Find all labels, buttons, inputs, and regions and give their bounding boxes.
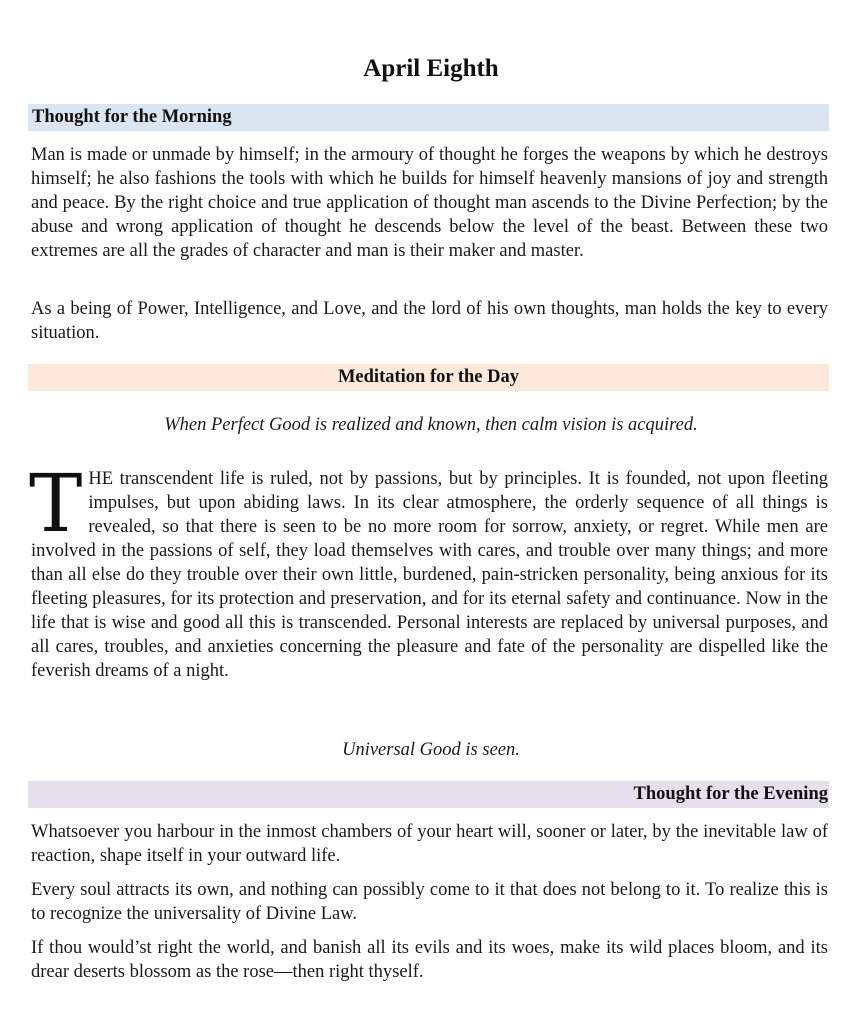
evening-paragraph-3: If thou would’st right the world, and banish all its evils and its woes, make its wild places bloom, and its drear deserts blossom as the rose—then right thyself. (31, 938, 828, 982)
meditation-epigraph: When Perfect Good is realized and known, then calm vision is acquired. (164, 415, 698, 435)
morning-paragraph-2: As a being of Power, Intelligence, and Love, and the lord of his own thoughts, man holds the key to every situation. (31, 299, 828, 343)
morning-heading: Thought for the Morning (28, 104, 829, 131)
meditation-closing: Universal Good is seen. (342, 740, 520, 760)
drop-cap: T (29, 457, 83, 550)
meditation-heading: Meditation for the Day (28, 364, 829, 391)
evening-paragraph-1: Whatsoever you harbour in the inmost chambers of your heart will, sooner or later, by the inevitable law of reaction, shape itself in your outward life. (31, 822, 828, 866)
morning-paragraph-1: Man is made or unmade by himself; in the armoury of thought he forges the weapons by which he destroys himself; he also fashions the tools with which he builds for himself heavenly mansions of joy and strength and peace. By the right choice and true application of thought man ascends to the Divine Perfection; by the abuse and wrong application of thought he descends below the level of the beast. Between these two extremes are all the grades of character and man is their maker and master. (31, 145, 828, 261)
evening-heading: Thought for the Evening (28, 781, 829, 808)
meditation-body-text: HE transcendent life is ruled, not by passions, but by principles. It is founded, not upon fleeting impulses, but upon abiding laws. In its clear atmosphere, the orderly sequence of all things is revealed, so that there is seen to be no more room for sorrow, anxiety, or regret. While men are involved in the passions of self, they load themselves with cares, and trouble over many things; and more than all else do they trouble over their own little, burdened, pain-stricken personality, being anxious for its fleeting pleasures, for its protection and preservation, and for its eternal safety and continuance. Now in the life that is wise and good all this is transcended. Personal interests are replaced by universal purposes, and all cares, troubles, and anxieties concerning the pleasure and fate of the personality are dispelled like the feverish dreams of a night. (31, 469, 828, 681)
evening-paragraph-2: Every soul attracts its own, and nothing can possibly come to it that does not belong to it. To realize this is to recognize the universality of Divine Law. (31, 880, 828, 924)
page-title: April Eighth (363, 55, 499, 82)
meditation-body (29, 457, 828, 683)
